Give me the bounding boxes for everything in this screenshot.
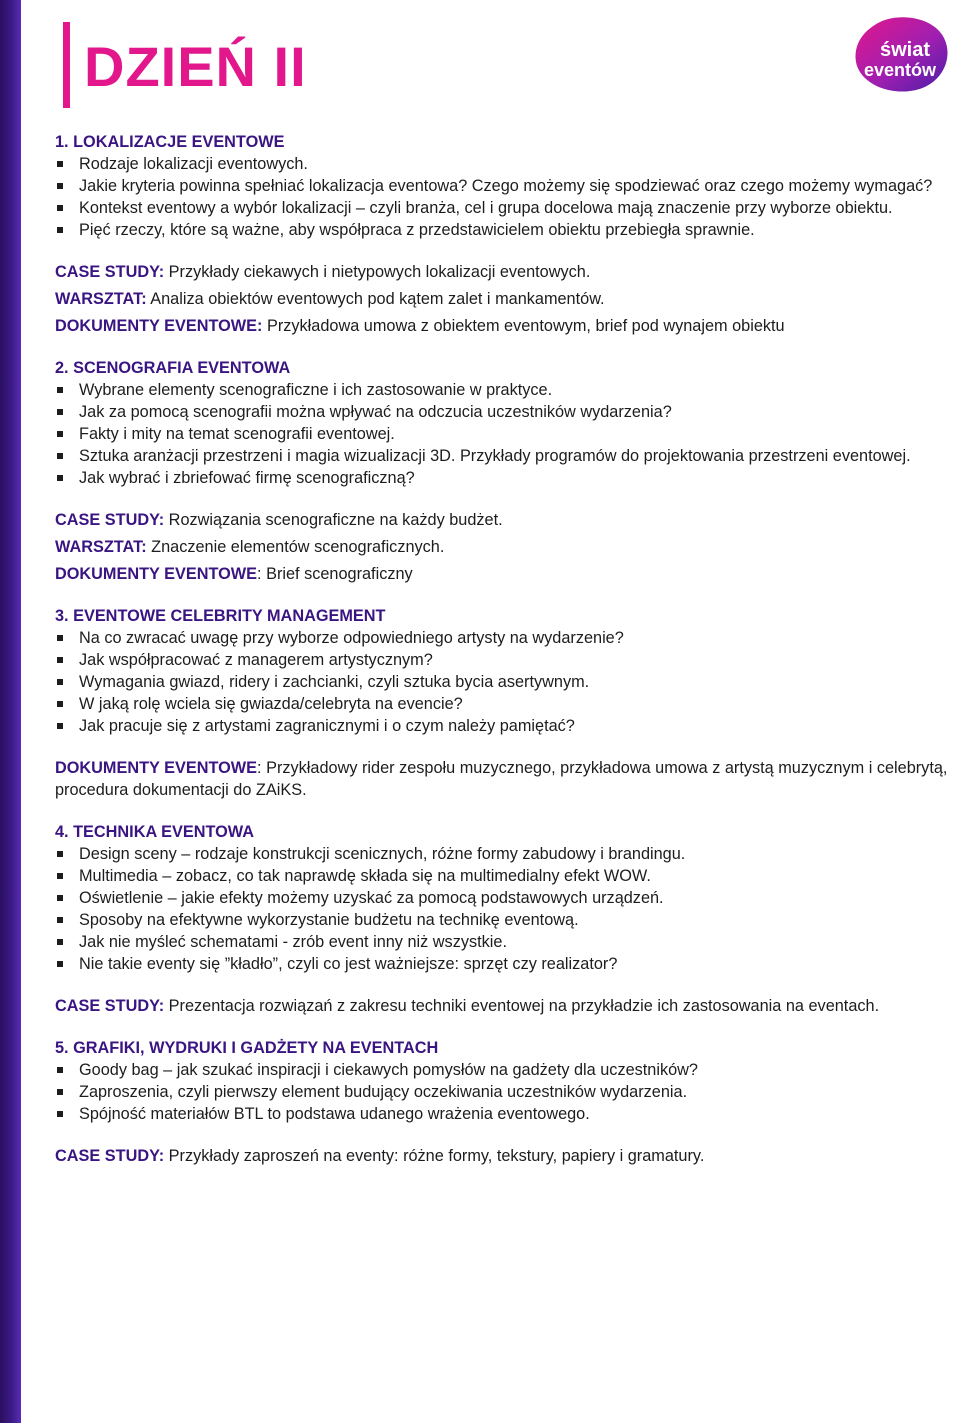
swiat-eventow-logo — [850, 14, 960, 94]
note-line — [55, 315, 955, 337]
note-label: DOKUMENTY EVENTOWE — [55, 759, 258, 777]
agenda-section — [55, 605, 955, 801]
note-label: DOKUMENTY EVENTOWE — [55, 565, 258, 583]
bullet-item: Rodzaje lokalizacji eventowych. — [55, 153, 955, 175]
section-notes — [55, 1145, 955, 1167]
note-label: CASE STUDY: — [55, 1147, 165, 1165]
bullet-list — [55, 153, 955, 241]
section-notes — [55, 757, 955, 801]
section-heading: 3. EVENTOWE CELEBRITY MANAGEMENT — [55, 607, 386, 625]
section-notes — [55, 509, 955, 585]
note-label: DOKUMENTY EVENTOWE: — [55, 317, 263, 335]
bullet-item: Sztuka aranżacji przestrzeni i magia wizualizacji 3D. Przykłady programów do projektowania przestrzeni eventowej. — [55, 445, 955, 467]
bullet-item: Spójność materiałów BTL to podstawa udanego wrażenia eventowego. — [55, 1103, 955, 1125]
note-line — [55, 288, 955, 310]
note-label: CASE STUDY: — [55, 997, 165, 1015]
note-line — [55, 261, 955, 283]
logo-line2: eventów — [864, 60, 937, 80]
bullet-item: Wybrane elementy scenograficzne i ich zastosowanie w praktyce. — [55, 379, 955, 401]
bullet-item: Multimedia – zobacz, co tak naprawdę składa się na multimedialny efekt WOW. — [55, 865, 955, 887]
note-text: : Przykładowy rider zespołu muzycznego, przykładowa umowa z artystą muzycznym i celebrytą, procedura dokumentacji do ZAiKS. — [55, 759, 948, 799]
bullet-item: Kontekst eventowy a wybór lokalizacji – czyli branża, cel i grupa docelowa mają znaczenie przy wyborze obiektu. — [55, 197, 955, 219]
note-text: Przykładowa umowa z obiektem eventowym, brief pod wynajem obiektu — [262, 317, 785, 335]
note-label: CASE STUDY: — [55, 511, 165, 529]
bullet-item: Zaproszenia, czyli pierwszy element budujący oczekiwania uczestników wydarzenia. — [55, 1081, 955, 1103]
note-line — [55, 1145, 955, 1167]
agenda-section — [55, 131, 955, 337]
bullet-item: Sposoby na efektywne wykorzystanie budżetu na technikę eventową. — [55, 909, 955, 931]
section-notes — [55, 995, 955, 1017]
note-line — [55, 995, 955, 1017]
note-text: Prezentacja rozwiązań z zakresu techniki eventowej na przykładzie ich zastosowania na eventach. — [164, 997, 880, 1015]
left-decorative-band — [0, 0, 21, 1423]
note-line — [55, 509, 955, 531]
bullet-item: Oświetlenie – jakie efekty możemy uzyskać za pomocą podstawowych urządzeń. — [55, 887, 955, 909]
logo-line1: świat — [880, 39, 931, 61]
bullet-item: Design sceny – rodzaje konstrukcji scenicznych, różne formy zabudowy i brandingu. — [55, 843, 955, 865]
bullet-list — [55, 379, 955, 489]
note-text: Analiza obiektów eventowych pod kątem zalet i mankamentów. — [146, 290, 605, 308]
bullet-item: Nie takie eventy się ”kładło”, czyli co jest ważniejsze: sprzęt czy realizator? — [55, 953, 955, 975]
bullet-list — [55, 843, 955, 975]
agenda-content — [55, 131, 955, 1172]
note-line — [55, 757, 955, 801]
bullet-item: Fakty i mity na temat scenografii eventowej. — [55, 423, 955, 445]
bullet-item: Jakie kryteria powinna spełniać lokalizacja eventowa? Czego możemy się spodziewać oraz czego możemy wymagać? — [55, 175, 955, 197]
bullet-item: W jaką rolę wciela się gwiazda/celebryta na evencie? — [55, 693, 955, 715]
section-heading: 2. SCENOGRAFIA EVENTOWA — [55, 359, 291, 377]
note-text: Rozwiązania scenograficzne na każdy budżet. — [164, 511, 503, 529]
title-accent-bar — [63, 22, 70, 108]
note-line — [55, 563, 955, 585]
bullet-list — [55, 1059, 955, 1125]
note-line — [55, 536, 955, 558]
bullet-item: Goody bag – jak szukać inspiracji i ciekawych pomysłów na gadżety dla uczestników? — [55, 1059, 955, 1081]
note-label: WARSZTAT: — [55, 538, 147, 556]
bullet-item: Jak pracuje się z artystami zagranicznymi i o czym należy pamiętać? — [55, 715, 955, 737]
bullet-list — [55, 627, 955, 737]
section-heading: 4. TECHNIKA EVENTOWA — [55, 823, 255, 841]
agenda-section — [55, 821, 955, 1017]
bullet-item: Na co zwracać uwagę przy wyborze odpowiedniego artysty na wydarzenie? — [55, 627, 955, 649]
bullet-item: Jak współpracować z managerem artystycznym? — [55, 649, 955, 671]
bullet-item: Jak wybrać i zbriefować firmę scenograficzną? — [55, 467, 955, 489]
bullet-item: Jak za pomocą scenografii można wpływać na odczucia uczestników wydarzenia? — [55, 401, 955, 423]
agenda-section — [55, 1037, 955, 1167]
section-heading: 5. GRAFIKI, WYDRUKI I GADŻETY NA EVENTACH — [55, 1039, 439, 1057]
note-text: Przykłady ciekawych i nietypowych lokalizacji eventowych. — [164, 263, 591, 281]
note-text: Przykłady zaproszeń na eventy: różne formy, tekstury, papiery i gramatury. — [164, 1147, 705, 1165]
note-text: : Brief scenograficzny — [257, 565, 413, 583]
note-label: CASE STUDY: — [55, 263, 165, 281]
section-heading: 1. LOKALIZACJE EVENTOWE — [55, 133, 285, 151]
swiat-eventow-logo-icon — [850, 14, 960, 94]
bullet-item: Jak nie myśleć schematami - zrób event inny niż wszystkie. — [55, 931, 955, 953]
section-notes — [55, 261, 955, 337]
bullet-item: Wymagania gwiazd, ridery i zachcianki, czyli sztuka bycia asertywnym. — [55, 671, 955, 693]
bullet-item: Pięć rzeczy, które są ważne, aby współpraca z przedstawicielem obiektu przebiegła sprawnie. — [55, 219, 955, 241]
agenda-section — [55, 357, 955, 585]
note-label: WARSZTAT: — [55, 290, 147, 308]
page-title: DZIEŃ II — [84, 35, 307, 98]
note-text: Znaczenie elementów scenograficznych. — [146, 538, 445, 556]
